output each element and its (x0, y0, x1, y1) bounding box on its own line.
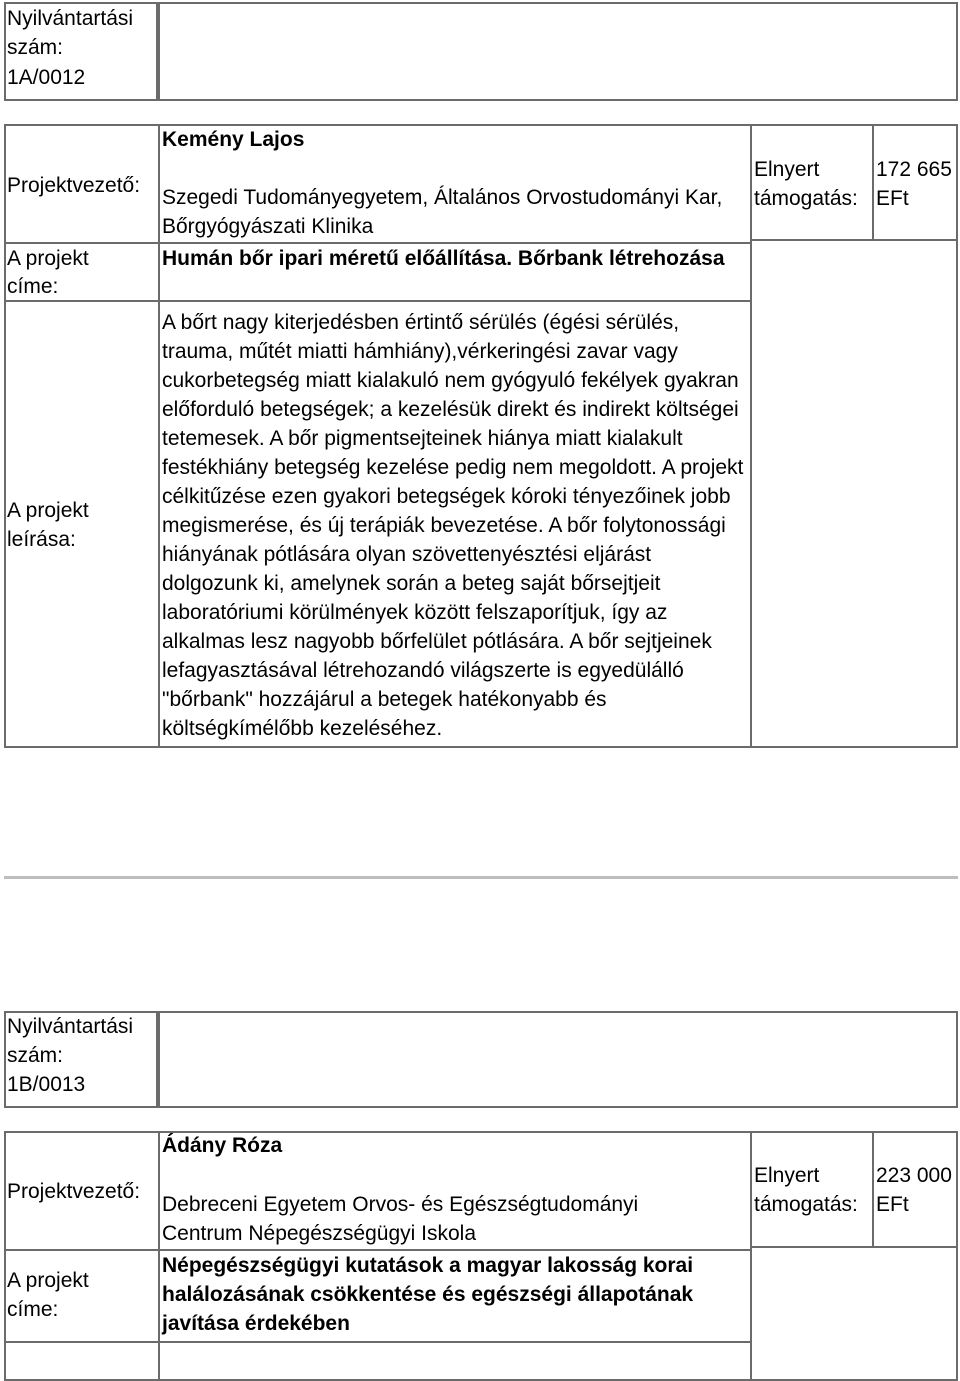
title-label-2: címe: (7, 275, 59, 298)
registration-label-2: szám: (7, 36, 64, 59)
grant-label: Elnyert (754, 1164, 820, 1187)
grant-amount: 172 665 (876, 158, 952, 181)
project-title: Népegészségügyi kutatások a magyar lakosság korai halálozásának csökkentése és egészségi állapotának javítása érdekében (162, 1254, 694, 1335)
registration-empty-cell (158, 2, 958, 101)
title-label-2: címe: (7, 1298, 59, 1321)
institution: Debreceni Egyetem Orvos- és Egészségtudományi Centrum Népegészségügyi Iskola (162, 1193, 639, 1245)
project-title: Humán bőr ipari méretű előállítása. Bőrbank létrehozása (162, 247, 725, 270)
registration-label: Nyilvántartási (7, 7, 134, 30)
leader-label: Projektvezető: (7, 174, 141, 197)
description-label-2: leírása: (7, 528, 76, 551)
grant-label-2: támogatás: (754, 1193, 858, 1216)
leader-name: Ádány Róza (162, 1134, 283, 1157)
institution: Szegedi Tudományegyetem, Általános Orvostudományi Kar, Bőrgyógyászati Klinika (162, 186, 723, 238)
leader-label: Projektvezető: (7, 1180, 141, 1203)
grant-unit: EFt (876, 1193, 909, 1216)
registration-label-2: szám: (7, 1044, 64, 1067)
registration-empty-cell (158, 1011, 958, 1108)
leader-name: Kemény Lajos (162, 128, 305, 151)
registration-label: Nyilvántartási (7, 1015, 134, 1038)
grant-label: Elnyert (754, 158, 820, 181)
registration-number: 1A/0012 (7, 66, 86, 89)
page-separator (4, 876, 958, 879)
grant-amount: 223 000 (876, 1164, 952, 1187)
title-label: A projekt (7, 247, 89, 270)
grant-unit: EFt (876, 187, 909, 210)
description-label: A projekt (7, 499, 89, 522)
project-description: A bőrt nagy kiterjedésben értintő sérülés (égési sérülés, trauma, műtét miatti hámhiány),vérkeringési zavar vagy cukorbetegség miatt kialakuló nem gyógyuló fekélyek gyakran előforduló betegségek; a kezelésük direkt és indirekt költségei tetemesek. A bőr pigmentsejteinek hiánya miatt kialakult festékhiány betegség kezelése pedig nem megoldott. A projekt célkitűzése ezen gyakori betegségek kóroki tényezőinek jobb megismerése, és új terápiák bevezetése. A bőr folytonossági hiányának pótlására olyan szövettenyésztési eljárást dolgozunk ki, amelynek során a beteg saját bőrsejtjeit laboratóriumi körülmények között felszaporítjuk, így az alkalmas lesz nagyobb bőrfelület pótlására. A bőr sejtjeinek lefagyasztásával létrehozandó világszerte is egyedülálló "bőrbank" hozzájárul a betegek hatékonyabb és költségkímélőbb kezeléséhez. (162, 311, 744, 740)
grant-label-2: támogatás: (754, 187, 858, 210)
registration-number: 1B/0013 (7, 1073, 86, 1096)
title-label: A projekt (7, 1269, 89, 1292)
